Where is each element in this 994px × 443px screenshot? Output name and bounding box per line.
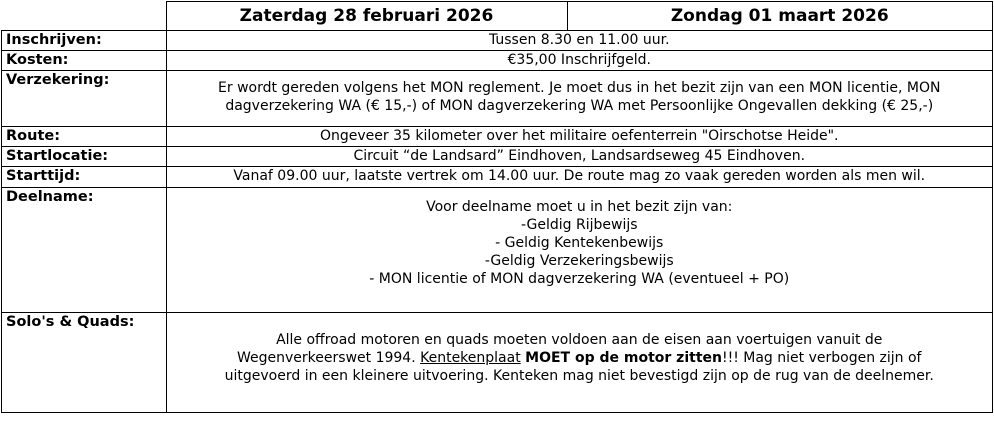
label-kosten: Kosten: (2, 51, 167, 71)
value-kosten: €35,00 Inschrijfgeld. (166, 51, 993, 71)
header-day-saturday: Zaterdag 28 februari 2026 (166, 2, 567, 31)
value-starttijd: Vanaf 09.00 uur, laatste vertrek om 14.00 uur. De route mag zo vaak gereden worden als men wil. (166, 167, 993, 188)
label-deelname: Deelname: (2, 188, 167, 313)
value-route: Ongeveer 35 kilometer over het militaire oefenterrein "Oirschotse Heide". (166, 127, 993, 147)
label-verzekering: Verzekering: (2, 71, 167, 127)
solos-line-2-end: !!! Mag niet verbogen zijn of (721, 350, 922, 366)
deelname-intro: Voor deelname moet u in het bezit zijn van: (426, 199, 733, 215)
row-solos-quads (2, 313, 993, 413)
moet-op-motor-text: MOET op de motor zitten (525, 350, 722, 366)
solos-line-2-start: Wegenverkeerswet 1994. (237, 350, 421, 366)
label-route: Route: (2, 127, 167, 147)
row-deelname (2, 188, 993, 313)
label-startlocatie: Startlocatie: (2, 147, 167, 167)
header-empty-cell (2, 2, 167, 31)
deelname-item: - MON licentie of MON dagverzekering WA (eventueel + PO) (369, 271, 790, 287)
deelname-item: -Geldig Rijbewijs (520, 217, 638, 233)
solos-line-2 (167, 349, 993, 367)
deelname-item: - Geldig Kentekenbewijs (495, 235, 664, 251)
header-row (2, 2, 993, 31)
header-day-sunday: Zondag 01 maart 2026 (567, 2, 993, 31)
solos-line-3: uitgevoerd in een kleinere uitvoering. Kenteken mag niet bevestigd zijn op de rug van de deelnemer. (224, 368, 934, 384)
label-solos-quads: Solo's & Quads: (2, 313, 167, 413)
deelname-item: -Geldig Verzekeringsbewijs (484, 253, 674, 269)
value-verzekering (166, 71, 993, 127)
label-inschrijven: Inschrijven: (2, 31, 167, 51)
event-info-table (1, 1, 993, 413)
row-route (2, 127, 993, 147)
row-inschrijven (2, 31, 993, 51)
row-startlocatie (2, 147, 993, 167)
value-solos-quads (166, 313, 993, 413)
verzekering-line-1: Er wordt gereden volgens het MON reglement. Je moet dus in het bezit zijn van een MON licentie, MON (218, 80, 941, 96)
value-deelname (166, 188, 993, 313)
solos-line-1: Alle offroad motoren en quads moeten voldoen aan de eisen aan voertuigen vanuit de (276, 332, 883, 348)
label-starttijd: Starttijd: (2, 167, 167, 188)
kentekenplaat-text: Kentekenplaat (420, 350, 521, 366)
verzekering-line-2: dagverzekering WA (€ 15,-) of MON dagverzekering WA met Persoonlijke Ongevallen dekking (€ 25,-) (225, 98, 934, 114)
value-startlocatie: Circuit “de Landsard” Eindhoven, Landsardseweg 45 Eindhoven. (166, 147, 993, 167)
row-kosten (2, 51, 993, 71)
row-starttijd (2, 167, 993, 188)
value-inschrijven: Tussen 8.30 en 11.00 uur. (166, 31, 993, 51)
row-verzekering (2, 71, 993, 127)
